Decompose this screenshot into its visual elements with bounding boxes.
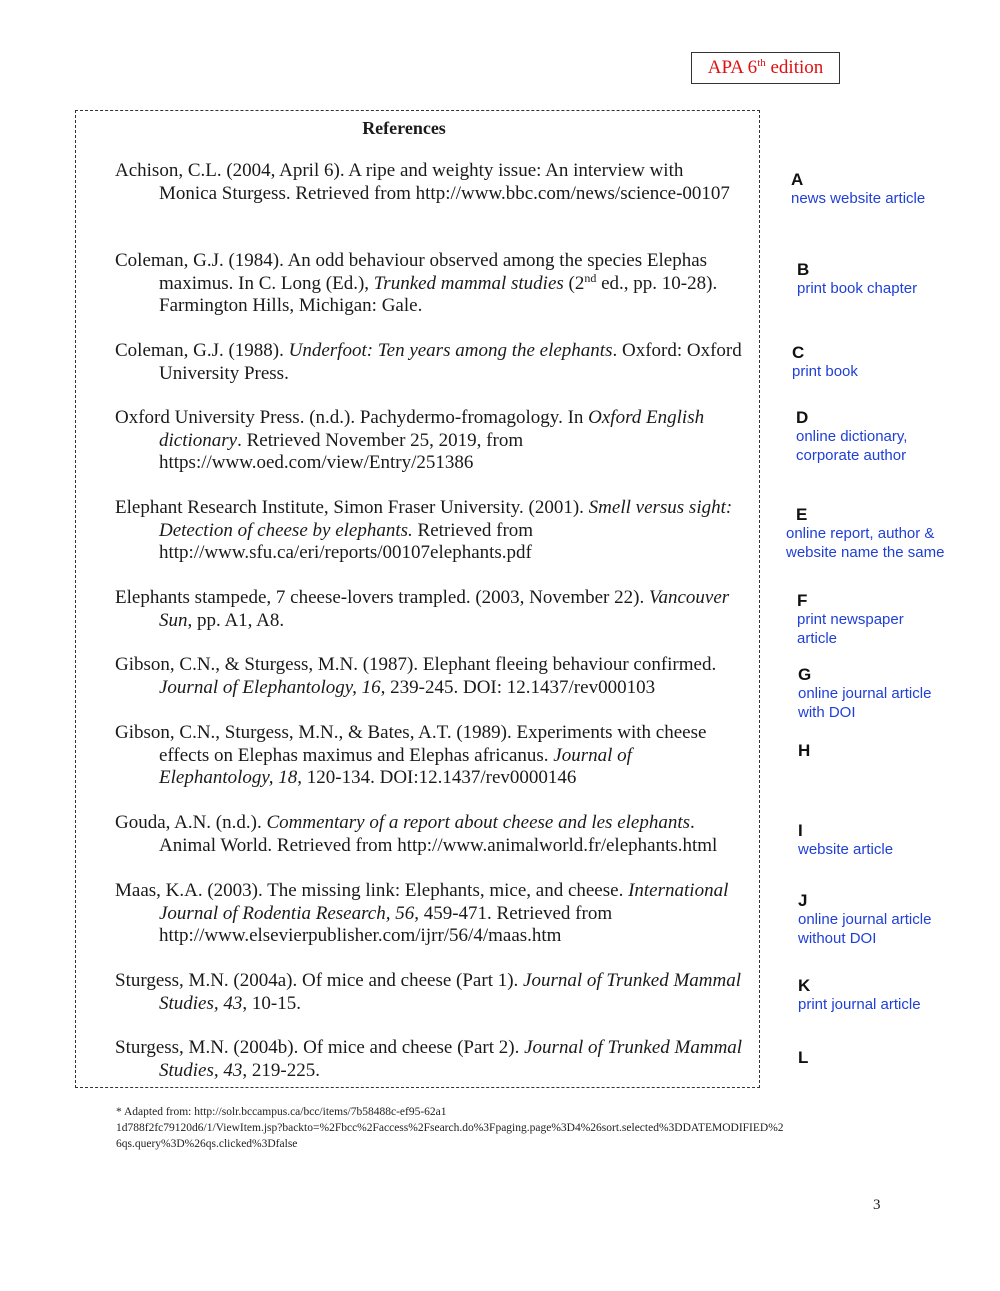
label-letter: E bbox=[796, 505, 808, 524]
label-A bbox=[791, 170, 925, 209]
reference-entry-12: Sturgess, M.N. (2004b). Of mice and cheese (Part 2). Journal of Trunked Mammal Studies, 43, 219-225. bbox=[115, 1037, 743, 1081]
reference-entry-6: Elephants stampede, 7 cheese-lovers trampled. (2003, November 22). Vancouver Sun, pp. A1, A8. bbox=[115, 587, 730, 631]
reference-entry-2: Coleman, G.J. (1984). An odd behaviour observed among the species Elephas maximus. In C. Long (Ed.), Trunked mammal studies (2nd ed., pp. 10-28). Farmington Hills, Michigan: Gale. bbox=[115, 250, 718, 316]
label-H bbox=[798, 741, 810, 761]
label-I bbox=[798, 821, 893, 860]
label-K bbox=[798, 976, 921, 1015]
page-number: 3 bbox=[873, 1197, 881, 1213]
reference-entry-1: Achison, C.L. (2004, April 6). A ripe and weighty issue: An interview with Monica Sturgess. Retrieved from http://www.bbc.com/news/science-00107 bbox=[115, 160, 730, 204]
label-description: article bbox=[797, 629, 838, 647]
label-description: online journal article bbox=[798, 685, 932, 702]
reference-entry-11: Sturgess, M.N. (2004a). Of mice and cheese (Part 1). Journal of Trunked Mammal Studies, 43, 10-15. bbox=[115, 970, 742, 1014]
footnote-line: * Adapted from: http://solr.bccampus.ca/bcc/items/7b58488c-ef95-62a1 bbox=[116, 1106, 447, 1118]
label-description: print newspaper bbox=[797, 611, 904, 628]
apa-edition-badge: APA 6th edition bbox=[691, 52, 840, 84]
label-description: online journal article bbox=[798, 911, 932, 928]
label-letter: G bbox=[798, 665, 812, 684]
label-description: website article bbox=[798, 841, 894, 858]
label-description: online dictionary, bbox=[796, 428, 908, 445]
label-description: news website article bbox=[791, 190, 926, 207]
reference-entry-5: Elephant Research Institute, Simon Fraser University. (2001). Smell versus sight: Detection of cheese by elephants. Retrieved from http://www.sfu.ca/eri/reports/00107elephants.pdf bbox=[115, 497, 733, 563]
label-E bbox=[786, 505, 944, 562]
label-letter: H bbox=[798, 741, 811, 760]
label-J bbox=[798, 891, 931, 948]
footnote-line: 1d788f2fc79120d6/1/ViewItem.jsp?backto=%2Fbcc%2Faccess%2Fsearch.do%3Fpaging.page%3D4%26sort.selected%3DDATEMODIFIED%2 bbox=[116, 1122, 784, 1134]
label-letter: A bbox=[791, 170, 804, 189]
label-description: with DOI bbox=[798, 703, 856, 721]
reference-entry-3: Coleman, G.J. (1988). Underfoot: Ten years among the elephants. Oxford: Oxford University Press. bbox=[115, 340, 742, 384]
label-description: print book bbox=[792, 363, 858, 380]
source-footnote bbox=[116, 1104, 886, 1152]
label-D bbox=[796, 408, 907, 465]
label-G bbox=[798, 665, 931, 722]
label-description: corporate author bbox=[796, 446, 907, 464]
label-B bbox=[797, 260, 917, 299]
footnote-line: 6qs.query%3D%26qs.clicked%3Dfalse bbox=[116, 1138, 298, 1150]
label-letter: L bbox=[798, 1048, 809, 1067]
reference-entry-8: Gibson, C.N., Sturgess, M.N., & Bates, A.T. (1989). Experiments with cheese effects on Elephas maximus and Elephas africanus. Journal of Elephantology, 18, 120-134. DOI:12.1437/rev0000146 bbox=[115, 722, 707, 788]
reference-entry-4: Oxford University Press. (n.d.). Pachydermo-fromagology. In Oxford English dictionary. Retrieved November 25, 2019, from https://www.oed.com/view/Entry/251386 bbox=[115, 407, 705, 473]
label-letter: I bbox=[798, 821, 803, 840]
label-L bbox=[798, 1048, 808, 1068]
references-heading: References bbox=[362, 118, 446, 138]
reference-entry-7: Gibson, C.N., & Sturgess, M.N. (1987). Elephant fleeing behaviour confirmed. Journal of Elephantology, 16, 239-245. DOI: 12.1437/rev000103 bbox=[115, 654, 717, 698]
label-letter: K bbox=[798, 976, 811, 995]
label-description: online report, author & bbox=[786, 525, 935, 542]
label-letter: D bbox=[796, 408, 809, 427]
label-description: print book chapter bbox=[797, 280, 918, 297]
label-letter: F bbox=[797, 591, 808, 610]
label-description: print journal article bbox=[798, 996, 921, 1013]
label-description: website name the same bbox=[786, 543, 945, 561]
label-C bbox=[792, 343, 858, 382]
reference-entry-9: Gouda, A.N. (n.d.). Commentary of a report about cheese and les elephants. Animal World. Retrieved from http://www.animalworld.fr/elephants.html bbox=[115, 812, 718, 856]
reference-entry-10: Maas, K.A. (2003). The missing link: Elephants, mice, and cheese. International Journal of Rodentia Research, 56, 459-471. Retrieved from http://www.elsevierpublisher.com/ijrr/56/4/maas.htm bbox=[115, 880, 729, 946]
label-letter: C bbox=[792, 343, 805, 362]
label-F bbox=[797, 591, 904, 648]
label-letter: B bbox=[797, 260, 810, 279]
label-letter: J bbox=[798, 891, 808, 910]
label-description: without DOI bbox=[798, 929, 877, 947]
